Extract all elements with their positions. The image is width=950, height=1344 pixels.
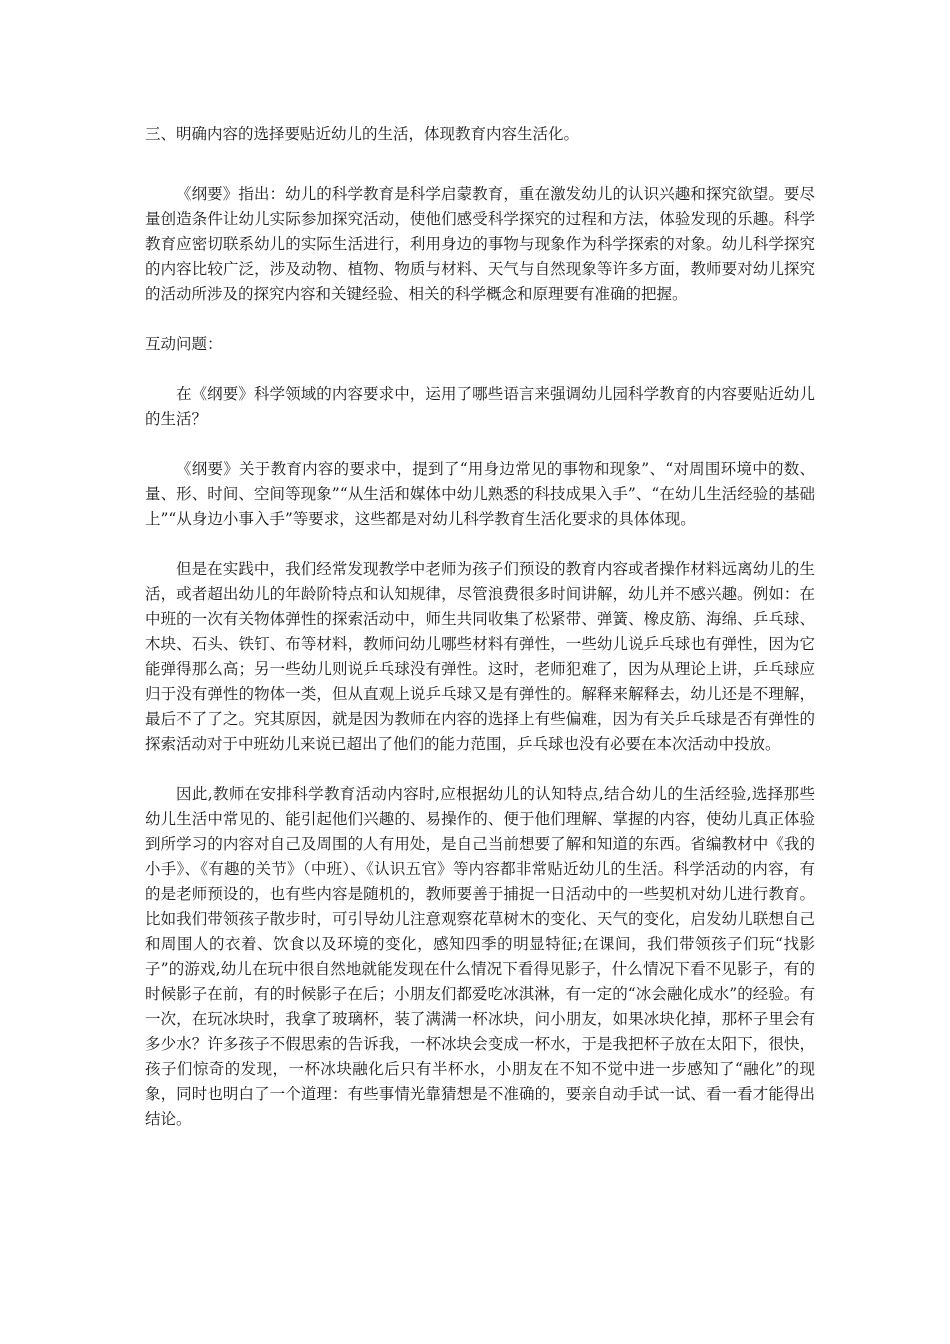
paragraph-teacher-guidance: 因此,教师在安排科学教育活动内容时,应根据幼儿的认知特点,结合幼儿的生活经验,选择那些幼儿生活中常见的、能引起他们兴趣的、易操作的、便于他们理解、掌握的内容，使幼儿真正体验到所学习的内容对自己及周围的人有用处，是自己当前想要了解和知道的东西。省编教材中《我的小手》、《有趣的关节》（中班）、《认识五官》等内容都非常贴近幼儿的生活。科学活动的内容，有的是老师预设的，也有些内容是随机的，教师要善于捕捉一日活动中的一些契机对幼儿进行教育。比如我们带领孩子散步时，可引导幼儿注意观察花草树木的变化、天气的变化，启发幼儿联想自己和周围人的衣着、饮食以及环境的变化，感知四季的明显特征;在课间，我们带领孩子们玩“找影子”的游戏,幼儿在玩中很自然地就能发现在什么情况下看得见影子，什么情况下看不见影子，有的时候影子在前，有的时候影子在后；小朋友们都爱吃冰淇淋，有一定的“冰会融化成水”的经验。有一次，在玩冰块时，我拿了玻璃杯，装了满满一杯冰块，问小朋友，如果冰块化掉，那杯子里会有多少水？许多孩子不假思索的告诉我，一杯冰块会变成一杯水，于是我把杯子放在太阳下，很快，孩子们惊奇的发现，一杯冰块融化后只有半杯水，小朋友在不知不觉中进一步感知了“融化”的现象，同时也明白了一个道理：有些事情光靠猜想是不准确的，要亲自动手试一试、看一看才能得出结论。 — [145, 785, 815, 1128]
paragraph-content-requirements: 《纲要》关于教育内容的要求中，提到了“用身边常见的事物和现象”、“对周围环境中的数、量、形、时间、空间等现象”“从生活和媒体中幼儿熟悉的科技成果入手”、“在幼儿生活经验的基础上”“从身边小事入手”等要求，这些都是对幼儿科学教育生活化要求的具体体现。 — [145, 460, 815, 528]
interactive-question: 在《纲要》科学领域的内容要求中，运用了哪些语言来强调幼儿园科学教育的内容要贴近幼儿的生活？ — [145, 385, 815, 428]
paragraph-practice-example: 但是在实践中，我们经常发现教学中老师为孩子们预设的教育内容或者操作材料远离幼儿的生活，或者超出幼儿的年龄阶特点和认知规律，尽管浪费很多时间讲解，幼儿并不感兴趣。例如：在中班的一次有关物体弹性的探索活动中，师生共同收集了松紧带、弹簧、橡皮筋、海绵、乒乓球、木块、石头、铁钉、布等材料，教师问幼儿哪些材料有弹性，一些幼儿说乒乓球也有弹性，因为它能弹得那么高；另一些幼儿则说乒乓球没有弹性。这时，老师犯难了，因为从理论上讲，乒乓球应归于没有弹性的物体一类，但从直观上说乒乓球又是有弹性的。解释来解释去，幼儿还是不理解，最后不了了之。究其原因，就是因为教师在内容的选择上有些偏难，因为有关乒乓球是否有弹性的探索活动对于中班幼儿来说已超出了他们的能力范围，乒乓球也没有必要在本次活动中投放。 — [145, 560, 815, 753]
paragraph-outline-guideline: 《纲要》指出：幼儿的科学教育是科学启蒙教育，重在激发幼儿的认识兴趣和探究欲望。要尽量创造条件让幼儿实际参加探究活动，使他们感受科学探究的过程和方法，体验发现的乐趣。科学教育应密切联系幼儿的实际生活进行，利用身边的事物与现象作为科学探索的对象。幼儿科学探究的内容比较广泛，涉及动物、植物、物质与材料、天气与自然现象等许多方面，教师要对幼儿探究的活动所涉及的探究内容和关键经验、相关的科学概念和原理要有准确的把握。 — [145, 185, 815, 303]
section-heading: 三、明确内容的选择要贴近幼儿的生活，体现教育内容生活化。 — [145, 125, 580, 143]
document-body — [145, 122, 815, 1132]
interactive-question-label: 互动问题： — [145, 335, 223, 353]
